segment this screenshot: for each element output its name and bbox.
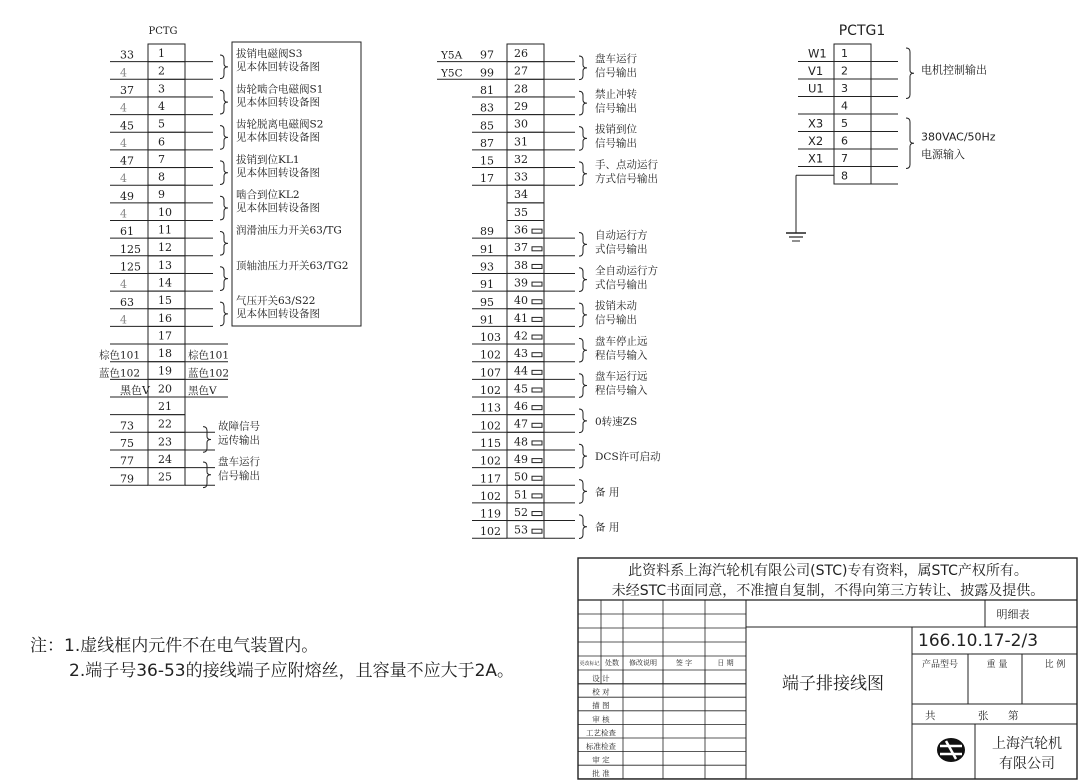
wire-number: 102 bbox=[480, 525, 501, 539]
group-brace bbox=[220, 90, 228, 114]
signal-name: 远传输出 bbox=[218, 434, 260, 447]
signal-name: DCS许可启动 bbox=[595, 451, 661, 464]
motor-output-label: 电机控制输出 bbox=[921, 63, 987, 77]
terminal-number: 2 bbox=[841, 64, 848, 78]
fuse-symbol bbox=[532, 476, 542, 480]
fuse-symbol bbox=[532, 459, 542, 463]
fuse-symbol bbox=[532, 282, 542, 286]
fuse-symbol bbox=[532, 335, 542, 339]
terminal-number: 48 bbox=[514, 435, 528, 449]
terminal-number: 4 bbox=[158, 99, 165, 113]
terminal-cell bbox=[834, 114, 871, 132]
wire-number: 103 bbox=[480, 331, 501, 345]
terminal-number: 13 bbox=[158, 258, 172, 272]
sign-row-label: 审 定 bbox=[592, 755, 610, 765]
group-brace bbox=[579, 444, 587, 468]
sign-row-label: 批 准 bbox=[592, 769, 610, 779]
terminal-cell bbox=[148, 150, 185, 168]
signal-name: 信号输出 bbox=[595, 67, 637, 79]
signal-name: 程信号输入 bbox=[595, 384, 648, 397]
wire-number: 119 bbox=[480, 507, 501, 521]
terminal-number: 17 bbox=[158, 329, 172, 343]
signal-name: 拔销未动 bbox=[595, 300, 637, 313]
wire-number: 63 bbox=[120, 295, 134, 309]
terminal-number: 33 bbox=[514, 170, 528, 184]
fuse-symbol bbox=[532, 317, 542, 321]
terminal-number: 27 bbox=[514, 64, 528, 78]
note-line-2: 2.端子号36-53的接线端子应附熔丝，且容量不应大于2A。 bbox=[69, 661, 515, 681]
wire-number: 蓝色102 bbox=[99, 367, 141, 380]
terminal-number: 10 bbox=[158, 205, 172, 219]
group-brace bbox=[579, 91, 587, 115]
device-reference: 见本体回转设备图 bbox=[236, 308, 320, 321]
wire-number: 102 bbox=[480, 348, 501, 362]
sign-row-label: 标准检查 bbox=[586, 742, 616, 751]
terminal-cell bbox=[148, 97, 185, 115]
terminal-cell bbox=[834, 132, 871, 150]
field-sheets: 张 bbox=[978, 710, 989, 722]
terminal-number: 3 bbox=[158, 82, 165, 96]
terminal-number: 19 bbox=[158, 364, 172, 378]
wire-number: 125 bbox=[120, 242, 141, 256]
terminal-cell bbox=[148, 79, 185, 97]
wire-number: 102 bbox=[480, 489, 501, 503]
company-name-line-2: 有限公司 bbox=[999, 756, 1055, 772]
bom-label: 明细表 bbox=[996, 608, 1030, 621]
group-brace bbox=[220, 55, 228, 79]
terminal-number: 32 bbox=[514, 152, 528, 166]
wire-number: 73 bbox=[120, 419, 134, 433]
terminal-cell bbox=[148, 168, 185, 186]
group-brace bbox=[579, 303, 587, 327]
terminal-number: 25 bbox=[158, 470, 172, 484]
terminal-number: 7 bbox=[841, 152, 848, 165]
wire-number: 113 bbox=[480, 401, 501, 415]
wire-number: 33 bbox=[120, 48, 134, 62]
device-name: 气压开关63/S22 bbox=[236, 295, 316, 308]
signal-name: 盘车运行 bbox=[595, 53, 637, 65]
signal-name: 盘车运行远 bbox=[595, 370, 648, 383]
wire-number: 83 bbox=[480, 101, 494, 115]
wire-number-right: 棕色101 bbox=[188, 349, 230, 362]
wire-number: 102 bbox=[480, 384, 501, 397]
group-brace bbox=[579, 162, 587, 186]
group-brace bbox=[203, 462, 211, 488]
device-name: 齿轮啮合电磁阀S1 bbox=[236, 83, 324, 96]
signal-name: 盘车停止远 bbox=[595, 335, 648, 348]
wire-number-right: 蓝色102 bbox=[188, 367, 230, 380]
wire-label: V1 bbox=[808, 64, 824, 78]
wire-number: 黑色V bbox=[120, 384, 150, 397]
wire-number: 77 bbox=[120, 454, 134, 468]
wire-number: 81 bbox=[480, 83, 494, 97]
group-brace bbox=[579, 127, 587, 151]
terminal-number: 24 bbox=[158, 452, 172, 466]
wire-label: X2 bbox=[808, 134, 824, 148]
terminal-number: 22 bbox=[158, 417, 172, 431]
device-reference: 见本体回转设备图 bbox=[236, 61, 320, 73]
field-product-model: 产品型号 bbox=[921, 660, 959, 670]
terminal-number: 50 bbox=[514, 470, 528, 484]
field-total: 共 bbox=[925, 710, 936, 722]
terminal-number: 51 bbox=[514, 488, 528, 502]
terminal-number: 37 bbox=[514, 241, 528, 255]
signal-name: 式信号输出 bbox=[595, 243, 648, 256]
group-brace bbox=[579, 515, 587, 539]
signal-name: 信号输出 bbox=[218, 469, 260, 482]
wire-number: 4 bbox=[120, 136, 127, 150]
wire-number: 125 bbox=[120, 260, 141, 274]
fuse-symbol bbox=[532, 247, 542, 251]
wire-number: 4 bbox=[120, 101, 127, 115]
block-title-pctg1: PCTG1 bbox=[838, 23, 886, 39]
wire-number: 117 bbox=[480, 472, 501, 486]
group-brace bbox=[220, 232, 228, 256]
power-input-label: 380VAC/50Hz bbox=[921, 130, 996, 144]
fuse-symbol bbox=[532, 423, 542, 427]
wire-number: 89 bbox=[480, 225, 494, 239]
terminal-number: 1 bbox=[841, 47, 848, 60]
fuse-symbol bbox=[532, 229, 542, 233]
terminal-cell bbox=[148, 115, 185, 133]
wire-number: 87 bbox=[480, 136, 494, 150]
terminal-number: 9 bbox=[158, 188, 165, 202]
terminal-cell bbox=[834, 62, 871, 80]
terminal-number: 44 bbox=[514, 364, 528, 378]
wire-number: 91 bbox=[480, 313, 494, 327]
terminal-number: 21 bbox=[158, 400, 172, 413]
terminal-number: 46 bbox=[514, 400, 528, 413]
terminal-cell bbox=[148, 44, 185, 62]
terminal-cell bbox=[834, 44, 871, 62]
revision-header: 签 字 bbox=[675, 659, 693, 667]
group-brace bbox=[579, 480, 587, 504]
wire-number: 4 bbox=[120, 172, 127, 186]
block-title-pctg: PCTG bbox=[148, 26, 178, 37]
terminal-number: 12 bbox=[158, 241, 172, 255]
signal-name: 手、点动运行 bbox=[595, 158, 658, 171]
signal-name: 信号输出 bbox=[595, 102, 637, 115]
fuse-symbol bbox=[532, 264, 542, 268]
fuse-symbol bbox=[532, 529, 542, 533]
wire-number: 102 bbox=[480, 419, 501, 433]
signal-name: 拔销到位 bbox=[595, 123, 637, 136]
wire-number: 4 bbox=[120, 313, 127, 327]
wire-number: 17 bbox=[480, 172, 494, 186]
wire-number: 102 bbox=[480, 454, 501, 468]
fuse-symbol bbox=[532, 441, 542, 445]
terminal-cell bbox=[834, 149, 871, 167]
group-brace bbox=[220, 302, 228, 326]
terminal-number: 15 bbox=[158, 294, 172, 308]
terminal-number: 18 bbox=[158, 347, 172, 361]
wire-prefix: Y5C bbox=[441, 67, 463, 80]
group-brace bbox=[579, 338, 587, 362]
signal-name: 备 用 bbox=[595, 521, 620, 534]
terminal-number: 43 bbox=[514, 347, 528, 361]
group-brace bbox=[203, 427, 211, 453]
terminal-number: 6 bbox=[158, 135, 165, 149]
sign-row-label: 校 对 bbox=[592, 687, 610, 697]
terminal-number: 47 bbox=[514, 417, 528, 431]
wire-number: 99 bbox=[480, 66, 494, 80]
group-brace bbox=[579, 409, 587, 433]
signal-name: 自动运行方 bbox=[595, 229, 648, 242]
group-brace bbox=[220, 126, 228, 150]
fuse-symbol bbox=[532, 353, 542, 357]
terminal-number: 49 bbox=[514, 452, 528, 466]
terminal-cell bbox=[148, 185, 185, 203]
terminal-number: 53 bbox=[514, 523, 528, 537]
field-sheet-number: 第 bbox=[1008, 710, 1019, 722]
terminal-cell bbox=[148, 62, 185, 80]
device-name: 齿轮脱离电磁阀S2 bbox=[236, 118, 324, 131]
sign-row-label: 工艺检查 bbox=[586, 728, 616, 738]
terminal-number: 6 bbox=[841, 134, 848, 148]
terminal-number: 29 bbox=[514, 99, 528, 113]
terminal-number: 3 bbox=[841, 82, 848, 95]
device-reference: 见本体回转设备图 bbox=[236, 131, 320, 144]
device-name: 啮合到位KL2 bbox=[236, 189, 300, 202]
signal-name: 方式信号输出 bbox=[595, 172, 658, 185]
terminal-number: 5 bbox=[841, 117, 848, 130]
device-reference: 见本体回转设备图 bbox=[236, 166, 320, 179]
group-brace bbox=[220, 196, 228, 220]
signal-name: 备 用 bbox=[595, 486, 620, 499]
fuse-symbol bbox=[532, 494, 542, 498]
revision-header: 日 期 bbox=[717, 659, 734, 667]
terminal-number: 2 bbox=[158, 64, 165, 78]
sign-row-label: 描 图 bbox=[592, 701, 610, 711]
fuse-symbol bbox=[532, 300, 542, 304]
wire-number: 61 bbox=[120, 225, 134, 239]
sign-row-label: 审 核 bbox=[592, 714, 610, 724]
company-name-line-1: 上海汽轮机 bbox=[992, 736, 1062, 752]
terminal-number: 52 bbox=[514, 505, 528, 519]
fuse-symbol bbox=[532, 388, 542, 392]
terminal-cell bbox=[834, 167, 871, 185]
revision-header: 修改说明 bbox=[629, 659, 657, 667]
wire-number: 75 bbox=[120, 436, 134, 450]
wire-number: 47 bbox=[120, 154, 134, 168]
terminal-number: 38 bbox=[514, 258, 528, 272]
wire-number: 97 bbox=[480, 48, 494, 62]
wire-number: 棕色101 bbox=[99, 349, 141, 362]
device-name: 拔销电磁阀S3 bbox=[236, 48, 303, 60]
terminal-number: 7 bbox=[158, 152, 165, 166]
wire-label: U1 bbox=[808, 81, 824, 96]
fuse-symbol bbox=[532, 370, 542, 374]
copyright-line-1: 此资料系上海汽轮机有限公司(STC)专有资料，属STC产权所有。 bbox=[628, 563, 1028, 579]
drawing-title: 端子排接线图 bbox=[782, 674, 884, 694]
field-weight: 重 量 bbox=[986, 660, 1008, 670]
signal-name: 故障信号 bbox=[218, 420, 260, 433]
terminal-number: 41 bbox=[514, 311, 528, 325]
terminal-number: 8 bbox=[841, 169, 848, 183]
signal-name: 式信号输出 bbox=[595, 278, 648, 291]
wire-label: X1 bbox=[808, 151, 824, 166]
terminal-number: 1 bbox=[158, 47, 165, 60]
wire-number: 4 bbox=[120, 207, 127, 221]
device-reference: 见本体回转设备图 bbox=[236, 96, 320, 109]
wire-number: 37 bbox=[120, 83, 134, 97]
terminal-cell bbox=[834, 97, 871, 115]
group-brace bbox=[906, 48, 914, 99]
terminal-number: 39 bbox=[514, 276, 528, 290]
group-brace bbox=[579, 268, 587, 292]
sign-row-label: 设 计 bbox=[592, 674, 610, 683]
terminal-number: 26 bbox=[514, 47, 528, 60]
wire-number: 107 bbox=[480, 366, 501, 380]
drawing-number: 166.10.17-2/3 bbox=[918, 631, 1039, 651]
fuse-symbol bbox=[532, 512, 542, 516]
signal-name: 禁止冲转 bbox=[595, 88, 637, 101]
terminal-number: 28 bbox=[514, 82, 528, 96]
signal-name: 全自动运行方 bbox=[595, 264, 658, 277]
group-brace bbox=[579, 233, 587, 257]
terminal-number: 14 bbox=[158, 276, 172, 290]
field-scale: 比 例 bbox=[1044, 660, 1066, 670]
wire-label: W1 bbox=[808, 46, 827, 61]
wire-number: 95 bbox=[480, 295, 494, 309]
terminal-number: 36 bbox=[514, 223, 528, 237]
signal-name: 盘车运行 bbox=[218, 455, 260, 468]
wire-number-right: 黑色V bbox=[188, 385, 217, 397]
revision-header: 处数 bbox=[605, 659, 619, 667]
note-line-1: 注：1.虚线框内元件不在电气装置内。 bbox=[30, 636, 319, 656]
signal-name: 信号输出 bbox=[595, 137, 637, 150]
group-brace bbox=[579, 374, 587, 398]
terminal-number: 8 bbox=[158, 170, 165, 184]
wire-number: 15 bbox=[480, 154, 494, 168]
group-brace bbox=[906, 118, 914, 169]
device-name: 拔销到位KL1 bbox=[236, 153, 300, 166]
terminal-number: 4 bbox=[841, 99, 848, 113]
group-brace bbox=[220, 161, 228, 185]
wire-prefix: Y5A bbox=[441, 49, 463, 62]
wire-number: 85 bbox=[480, 119, 494, 133]
signal-name: 程信号输入 bbox=[595, 349, 648, 362]
wire-label: X3 bbox=[808, 116, 824, 131]
wire-number: 4 bbox=[120, 66, 127, 80]
terminal-number: 35 bbox=[514, 205, 528, 219]
terminal-number: 23 bbox=[158, 435, 172, 449]
terminal-number: 40 bbox=[514, 294, 528, 308]
terminal-number: 34 bbox=[514, 188, 528, 202]
terminal-number: 5 bbox=[158, 117, 165, 131]
wire-number: 4 bbox=[120, 278, 127, 292]
device-reference: 见本体回转设备图 bbox=[236, 202, 320, 215]
copyright-line-2: 未经STC书面同意，不准擅自复制，不得向第三方转让、披露及提供。 bbox=[611, 583, 1045, 599]
wire-number: 91 bbox=[480, 278, 494, 292]
wire-number: 93 bbox=[480, 260, 494, 274]
wire-number: 91 bbox=[480, 242, 494, 256]
terminal-number: 16 bbox=[158, 311, 172, 325]
terminal-number: 31 bbox=[514, 135, 528, 149]
wire-number: 49 bbox=[120, 189, 134, 203]
group-brace bbox=[579, 56, 587, 80]
signal-name: 0转速ZS bbox=[595, 415, 638, 428]
terminal-cell bbox=[834, 79, 871, 97]
wire-number: 45 bbox=[120, 119, 134, 133]
terminal-number: 11 bbox=[158, 223, 172, 237]
fuse-symbol bbox=[532, 406, 542, 410]
terminal-number: 45 bbox=[514, 382, 528, 396]
wire-number: 115 bbox=[480, 436, 501, 450]
group-brace bbox=[220, 267, 228, 291]
signal-name: 信号输出 bbox=[595, 314, 637, 327]
device-name: 顶轴油压力开关63/TG2 bbox=[236, 259, 349, 272]
revision-header: 更改标记 bbox=[579, 661, 600, 667]
power-input-label: 电源输入 bbox=[921, 147, 965, 161]
device-name: 润滑油压力开关63/TG bbox=[236, 224, 342, 237]
terminal-number: 42 bbox=[514, 329, 528, 343]
terminal-number: 20 bbox=[158, 382, 172, 396]
terminal-number: 30 bbox=[514, 117, 528, 131]
wire-number: 79 bbox=[120, 472, 134, 486]
terminal-cell bbox=[148, 132, 185, 150]
